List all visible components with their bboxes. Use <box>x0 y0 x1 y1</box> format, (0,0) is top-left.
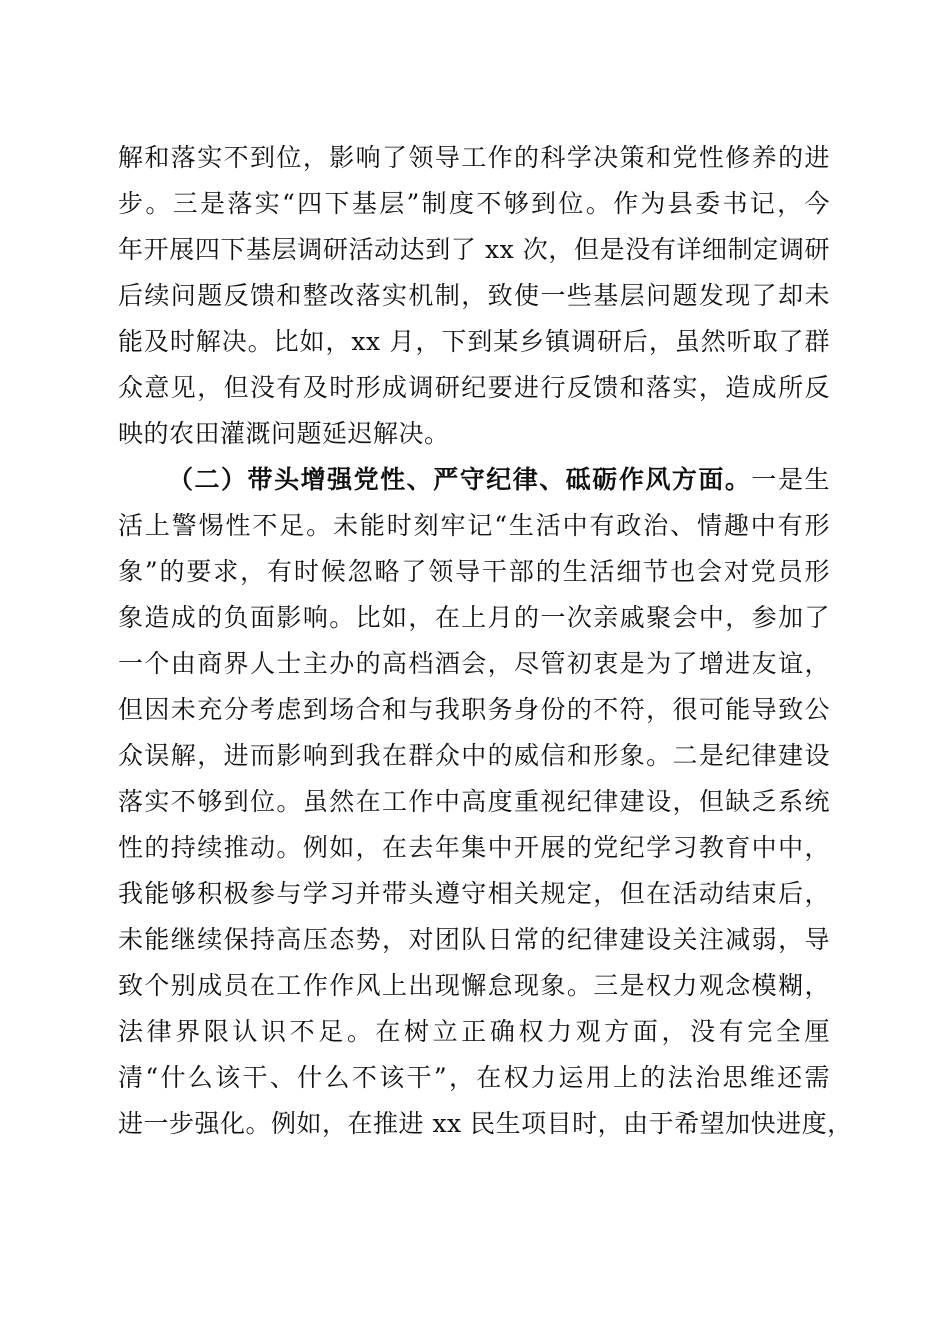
paragraph-line: 后续问题反馈和整改落实机制，致使一些基层问题发现了却未 <box>118 281 830 310</box>
paragraph-line: 众误解，进而影响到我在群众中的威信和形象。二是纪律建设 <box>118 741 830 770</box>
paragraph-line: 能及时解决。比如，xx 月，下到某乡镇调研后，虽然听取了群 <box>118 327 830 356</box>
paragraph-line: 象造成的负面影响。比如，在上月的一次亲戚聚会中，参加了 <box>118 603 830 632</box>
paragraph-line: 清“什么该干、什么不该干”，在权力运用上的法治思维还需 <box>118 1063 830 1092</box>
paragraph-line: 一个由商界人士主办的高档酒会，尽管初衷是为了增进友谊， <box>118 649 830 678</box>
paragraph-line: 进一步强化。例如，在推进 xx 民生项目时，由于希望加快进度， <box>118 1109 853 1138</box>
paragraph-line: 但因未充分考虑到场合和与我职务身份的不符，很可能导致公 <box>118 695 830 724</box>
paragraph-line: 未能继续保持高压态势，对团队日常的纪律建设关注减弱，导 <box>118 925 830 954</box>
paragraph-line: 致个别成员在工作作风上出现懈怠现象。三是权力观念模糊， <box>118 971 830 1000</box>
paragraph-line: 映的农田灌溉问题延迟解决。 <box>118 419 450 448</box>
section-heading-line <box>168 460 830 500</box>
section-heading: （二）带头增强党性、严守纪律、砥砺作风方面。 <box>168 465 752 494</box>
section-lead: 一是 <box>751 465 805 494</box>
paragraph-line: 解和落实不到位，影响了领导工作的科学决策和党性修养的进 <box>118 143 830 172</box>
paragraph-line: 法律界限认识不足。在树立正确权力观方面，没有完全厘 <box>118 1017 830 1046</box>
paragraph-line: 我能够积极参与学习并带头遵守相关规定，但在活动结束后， <box>118 879 830 908</box>
paragraph-line: 年开展四下基层调研活动达到了 xx 次，但是没有详细制定调研 <box>118 235 830 264</box>
paragraph-line: 众意见，但没有及时形成调研纪要进行反馈和落实，造成所反 <box>118 373 830 402</box>
section-lead-tail: 生 <box>804 465 830 494</box>
paragraph-line: 落实不够到位。虽然在工作中高度重视纪律建设，但缺乏系统 <box>118 787 830 816</box>
paragraph-line: 象”的要求，有时候忽略了领导干部的生活细节也会对党员形 <box>118 557 830 586</box>
paragraph-line: 性的持续推动。例如，在去年集中开展的党纪学习教育中中， <box>118 833 830 862</box>
paragraph-line: 活上警惕性不足。未能时刻牢记“生活中有政治、情趣中有形 <box>118 511 830 540</box>
paragraph-line: 步。三是落实“四下基层”制度不够到位。作为县委书记，今 <box>118 189 830 218</box>
